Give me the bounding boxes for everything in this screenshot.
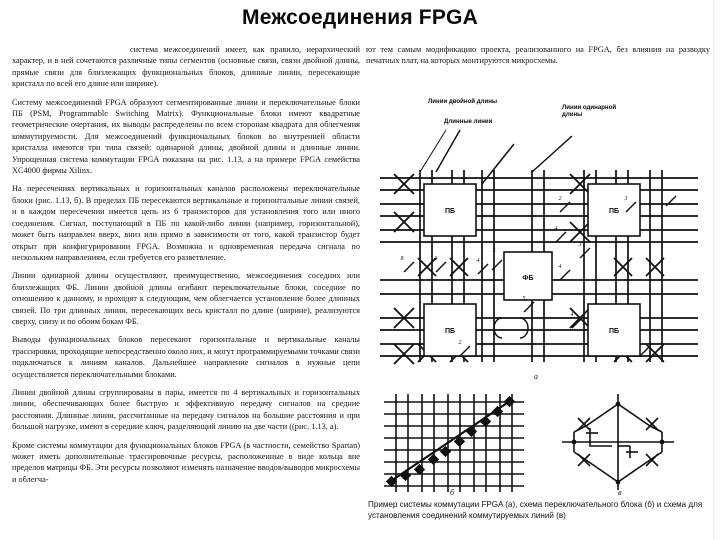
- segment-number: 3: [624, 196, 628, 202]
- paragraph: Линии одинарной длины осуществляют, преимущественно, межсоединения соседних или близлежащих ФБ. Линии двойной длины огибают переключательные блоки, соседние по отношению к данному, и проходят к следующим, чем облегчается установление более длинных связей. По три длинных линии, пересекающих весь кристалл по длине (ширине), реализуются сверху, снизу и по обоим бокам ФБ.: [12, 271, 360, 326]
- paragraph: система межсоединений имеет, как правило, иерархический характер, и в ней сочетаются различные типы сегментов (основные связи, связи двойной длины, прямые связи для близлежащих функциональных блоков, длинные линии, пересекающие кристалл по всей его длине или ширине).: [12, 45, 360, 89]
- callout-single-length-lines: Линии одинарной длины: [562, 104, 617, 119]
- subfigure-b-label: б: [450, 488, 455, 497]
- switch-block-label: ПБ: [444, 208, 456, 215]
- page-edge-strip: [713, 0, 720, 540]
- figure-caption: Пример системы коммутации FPGA (а), схема переключательного блока (б) и схема для установления соединений коммутируемых линий (в): [368, 500, 703, 520]
- function-block-label: ФБ: [522, 275, 534, 282]
- segment-number: 2: [558, 196, 562, 202]
- subfigure-a-routing-fabric: [374, 112, 704, 387]
- right-text-column: [366, 44, 710, 74]
- segment-number: 5: [522, 296, 526, 302]
- subfigure-c-label: в: [618, 488, 622, 497]
- segment-number: 8: [400, 256, 404, 262]
- switch-block-label: ПБ: [608, 208, 620, 215]
- segment-number: 4: [570, 312, 574, 318]
- segment-number: 4: [554, 226, 558, 232]
- paragraph: На пересечениях вертикальных и горизонтальных каналов расположены переключательные блоки (рис. 1.13, б). В пределах ПБ пересекаются вертикальные и горизонтальные линии связей, и в каждом пересечении имеется цепь из 6 транзисторов для установления того или иного соединения. Сигнал, поступающий в ПБ по какой-либо линии (например, горизонтальной), может быть направлен вверх, вниз или прямо в зависимости от того, какой транзистор будет открыт при конфигурировании FPGA. Возможна и одновременная передача сигнала по нескольким направлениям, если требуется его разветвление.: [12, 184, 360, 262]
- page-title: Межсоединения FPGA: [242, 6, 478, 29]
- crosspoint-svg: [552, 386, 702, 498]
- paragraph: Линии двойной длины сгруппированы в пары, имеется по 4 вертикальных и горизонтальных линии, обеспечивающих более быструю и эффективную передачу сигналов на средние расстояния. Длинные линии, рассчитанные на передачу сигналов на большие расстояния и при большой нагрузке, имеют в середине ключ, разделяющий линию на две части ((рис. 1.13, а).: [12, 387, 360, 432]
- subfigure-c-crosspoint: [552, 386, 702, 498]
- paragraph: Систему межсоединений FPGA образуют сегментированные линии и переключательные блоки ПБ (PSM, Programmable Switching Matrix). Функциональные блоки имеют квадратные геометрические очертания, их выводы распределены по всем сторонам квадрата для облегчения коммутируемости. Для межсоединений функциональных блоков во внутренней области кристалла имеются три типа связей: одинарной длины, двойной длины и длинные линии. Упрощенная система коммутации FPGA показана на рис. 1.13, а на примере FPGA семейства XC4000 фирмы Xilinx.: [12, 97, 360, 176]
- routing-fabric-svg: [374, 112, 704, 387]
- paragraph: ют тем самым модификацию проекта, реализованного на FPGA, без влияния на разводку печатных плат, на которых монтируются микросхемы.: [366, 45, 710, 66]
- segment-number: 5: [492, 248, 496, 254]
- subfigure-b-switch-matrix: [378, 388, 538, 498]
- switch-block-label: ПБ: [444, 328, 456, 335]
- segment-number: 4: [558, 264, 562, 270]
- switch-block-label: ПБ: [608, 328, 620, 335]
- segment-number: 4: [476, 258, 480, 264]
- figure-container: [366, 96, 714, 540]
- segment-number: 2: [458, 340, 462, 346]
- subfigure-a-label: а: [534, 372, 538, 381]
- paragraph: Кроме системы коммутации для функциональных блоков FPGA (в частности, семейство Spartan) может иметь дополнительные трассировочные ресурсы, расположенные в виде кольца вне пределов матрицы ФБ. Эти ресурсы позволяют изменять назначение вводов/выводов микросхемы и облегча-: [12, 440, 360, 484]
- callout-double-length-lines: Линии двойной длины: [428, 98, 498, 105]
- left-text-column: [12, 44, 360, 492]
- paragraph: Выводы функциональных блоков пересекают горизонтальные и вертикальные каналы трассировки, проходящие непосредственно около них, и могут программируемыми точками связи подключаться к линиям каналов. Дальнейшее направление сигналов в нужные цепи осуществляется переключательными блоками.: [12, 335, 360, 379]
- switch-matrix-svg: [378, 388, 538, 498]
- callout-long-lines: Длинные линии: [444, 118, 493, 125]
- segment-number: 3: [434, 256, 438, 262]
- segment-number: 3: [578, 242, 582, 248]
